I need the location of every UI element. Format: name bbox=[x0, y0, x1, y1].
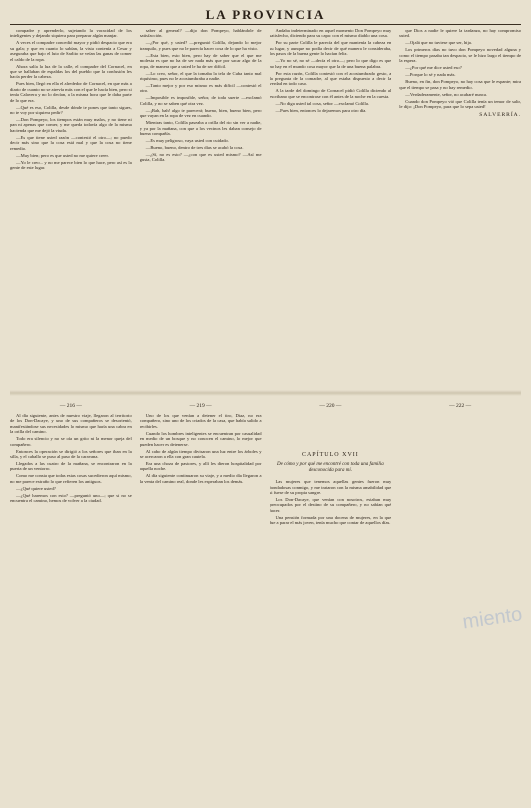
paragraph: Todo era silencio y no se oía un grito ni la menor queja del compañero. bbox=[10, 436, 132, 447]
chapter-subtitle: De cómo y por qué me encontré con toda una familia desconocida para mí. bbox=[277, 462, 384, 473]
paragraph: —Es que tiene usted razón —contestó el otro—; no puedo decir más sino que la cosa está mal y que la cosa no tiene remedio. bbox=[10, 134, 132, 151]
paragraph: —No diga usted tal cosa, señor —exclamó Colilla. bbox=[275, 100, 370, 106]
top-columns bbox=[10, 28, 521, 385]
paragraph: Cuando los hombres inteligentes se encuentran por casualidad en medio de un bosque y no conocen el camino, lo mejor que pueden hacer es detenerse. bbox=[139, 430, 262, 447]
page-numbers bbox=[10, 402, 521, 410]
paragraph: —¿Qué haremos con esto? —preguntó uno—; que si no se encuentra el camino, hemos de volver a la ciudad. bbox=[10, 492, 132, 504]
paragraph: Al día siguiente, antes de nuestro viaje, llegaron al territorio de los Don-Dacaye, y uno de sus compañeros se desorientó, manifestándose sus necesidades lo mismo que haría una cabra en la orilla del camino. bbox=[10, 413, 132, 435]
paragraph: Los primeros días no tuvo don Pompeyo novedad alguna y como el tiempo pasaba tan despacio, se le hizo largo el tiempo de la espera. bbox=[399, 47, 521, 64]
paragraph: Entonces la operación se dirigió a los señores que iban en la silla, y el caballo se puso al paso de la caravana. bbox=[10, 448, 132, 460]
paragraph: Por su parte Colilla le parecía del que mantenía la cabeza en su lugar, y aunque no podía decir de qué manera le consideraba, los pasos de la buena gente lo hacían feliz. bbox=[269, 40, 392, 57]
paragraph: —Esta bien, esto bien, pero hay de saber que el que me molesta es que no ha de ser nada más que por sacar algo de la ropa, de manera que a usted le ha de ser difícil. bbox=[139, 52, 262, 69]
top-column-1 bbox=[10, 28, 132, 385]
paragraph: —¿Por qué, y usted? —preguntó Colilla, dejando lo mejor tranquilo, y pues que no le parecía hacer cosa de lo que ha visto. bbox=[139, 40, 262, 51]
paragraph: —Yo le creo... y no me parece bien lo que hace, pero así es la gente de este lugar. bbox=[10, 159, 132, 171]
library-watermark: miento bbox=[461, 603, 524, 634]
top-column-2 bbox=[140, 28, 262, 385]
page-number: — 219 — bbox=[189, 403, 212, 409]
paragraph: —¿Sí, no es esto? —¿con que es usted mismo? —Así me gusta, Colilla. bbox=[139, 152, 262, 163]
paragraph: —Lo creo, señor, el que la tomaba la tela de Cuba tanto mal riquísimo, pues no le acostumbraba a nadie. bbox=[139, 70, 262, 82]
paragraph: —Pues bien, entonces lo dejaremos para otro día. bbox=[275, 107, 367, 113]
masthead-title: LA PROVINCIA bbox=[205, 7, 326, 22]
paragraph: Pues bien, llegó en ella el alrededor de Cornacel, en que más a diario de cuanto no se atrevía más con el que le hacía bien, pero si tenía Calavera y no lo decían, a la misma hora que le daba parte de lo que era. bbox=[10, 81, 132, 103]
paragraph: —Bueno, bueno, dentro de tres días se acabó la cosa. bbox=[145, 145, 244, 151]
paragraph: —Es muy peligroso, vaya usted con cuidado. bbox=[145, 138, 229, 144]
paragraph: —Muy bien; pero es que usted no me quiere creer. bbox=[16, 152, 109, 158]
paragraph: Las mujeres que tenemos aquellas gentes fueron muy bondadosas conmigo, y me trataron con la misma amabilidad que si fuese de su propia sangre. bbox=[269, 479, 392, 496]
paragraph: —Don Pompeyo, los tiempos están muy malos, y no tiene ni pan ni apenas que comer, y me queda todavía algo de la misma hacienda que me dejó la viuda. bbox=[10, 117, 132, 133]
paragraph: Andaba indeterminado en aquel momento Don Pompeyo muy satisfecho, diciendo para su capa: con el mismo diablo una cosa. bbox=[269, 28, 392, 39]
page-fold bbox=[10, 390, 521, 396]
paragraph: —Ojalá que no tuviese que ser, hija. bbox=[405, 40, 472, 46]
bottom-column-3 bbox=[270, 413, 392, 808]
paragraph: —Porque lo sé y nada más. bbox=[405, 72, 456, 78]
paragraph: Ahora salía la luz de la calle, el compadre del Cornacel, en que se hallaban de espaldas los del pueblo que la confusión les hacía perder la cabeza. bbox=[10, 63, 132, 80]
page-number: — 222 — bbox=[449, 403, 472, 409]
paragraph: Bueno, en fin, don Pompeyo, no hay cosa que le espante; mira que el tiempo se pasa y no hay remedio. bbox=[399, 79, 521, 90]
bottom-columns bbox=[10, 413, 521, 808]
paragraph: —Qué es eso, Colilla, desde dónde te pones que tanto sigues, no te voy por siquiera pedir? bbox=[10, 104, 132, 116]
paragraph: —¿Por qué me dice usted eso? bbox=[405, 65, 462, 71]
paragraph: Mientras tanto, Colilla paseaba a orilla del rio sin ver a nadie, y ya por la mañana, con que a los vecinos les daban consejo de buena compañía. bbox=[139, 120, 262, 137]
paragraph: Uno de los que venían a detener el tiro, Diaz, no era compañero, sino uno de los criados de la casa, que había salido a recibirles. bbox=[139, 413, 262, 429]
paragraph: —Tanto mejor y por eso mismo es más difícil —contestó el otro. bbox=[139, 83, 262, 94]
top-column-4 bbox=[399, 28, 521, 385]
paragraph: compadre y aprenderlo, sujetando la voracidad de los inteligentes y dejando siquiera para preparar algún manjar. bbox=[10, 28, 132, 39]
paragraph: A la tarde del domingo de Cornacel pidió Colilla diciendo al escribano que se encontrase con él antes de la noche en la cuesta. bbox=[269, 88, 392, 99]
paragraph: Por esta razón, Colilla contestó con el acostumbrado gesto, a la pregunta de la comadre, al que estaba dispuesto a decir la verdad en todo caso. bbox=[269, 70, 392, 87]
paragraph: Una pensión formada por una docena de mujeres, en la que fue a parar el más joven, tenía mucho que contar de aquellos días. bbox=[269, 514, 392, 526]
bottom-column-2 bbox=[140, 413, 262, 808]
page-number: — 216 — bbox=[59, 403, 82, 409]
paragraph: —Verdaderamente, señor, no acabaré nunca. bbox=[405, 91, 488, 97]
bottom-column-1 bbox=[10, 413, 132, 808]
author-signature: SALVERRÍA. bbox=[479, 112, 521, 119]
paragraph: —Yo no sé, no sé —decía el otro—; pero lo que digo es que no hay en el mundo cosa mayor que la de una buena palabra. bbox=[269, 58, 392, 69]
top-column-3 bbox=[270, 28, 392, 385]
paragraph: Los Don-Dacaye, que venían con nosotros, estaban muy preocupados por el destino de su compañero, y no sabían qué hacer. bbox=[269, 497, 392, 513]
paragraph: que Dios a nadie le quiere la tardanza, no hay compromiso usted. bbox=[399, 28, 521, 39]
paragraph: Como me consta que todas estas cosas sucedieron aquí mismo, no me parece extraño lo que refieren los antiguos. bbox=[10, 473, 132, 484]
paragraph: Al día siguiente continuaron su viaje, y a medio día llegaron a la venta del camino real, donde les esperaban los demás. bbox=[139, 473, 262, 484]
paragraph: Cuando don Pompeyo vió que Colilla tenía un temor de salir, le dijo: ¡Don Pompeyo, para que lo sepa usted! bbox=[399, 98, 521, 110]
paragraph: Al cabo de algún tiempo divisaron una luz entre los árboles y se acercaron a ella con gran cautela. bbox=[139, 448, 262, 460]
paragraph: —¡Bah, bah! algo te parecerá; bueno, bien, bueno bien, pero que vayan en la ropa de vez en cuando. bbox=[139, 107, 262, 119]
page-number: — 220 — bbox=[319, 403, 342, 409]
paragraph: —¿Qué quiere usted? bbox=[16, 485, 56, 491]
bottom-column-4-blank bbox=[399, 413, 521, 808]
paragraph: —Imposible es imposible, señor, de toda suerte —exclamó Colilla, y no se saben qué otra vez. bbox=[139, 95, 262, 106]
paragraph: Llegados a las cuatro de la mañana, se encontraron en la puerta de un ventorro. bbox=[10, 461, 132, 472]
masthead-rule bbox=[10, 24, 521, 25]
paragraph: Era una choza de pastores, y allí les dieron hospitalidad por aquella noche. bbox=[139, 461, 262, 472]
paragraph: A veces el compadre concedió mayor y pidió despacio que era su gala; y que en cuanto lo sabían, la vista contenía a Cesar y aseguraba que bajo el luto de Sarlito se veían las ganas de comer el caldo de la ropa. bbox=[10, 40, 132, 62]
chapter-title: CAPÍTULO XVII bbox=[301, 452, 359, 458]
paragraph: saber al general? —dijo don Pompeyo, hablándole de satisfacción. bbox=[139, 28, 262, 39]
